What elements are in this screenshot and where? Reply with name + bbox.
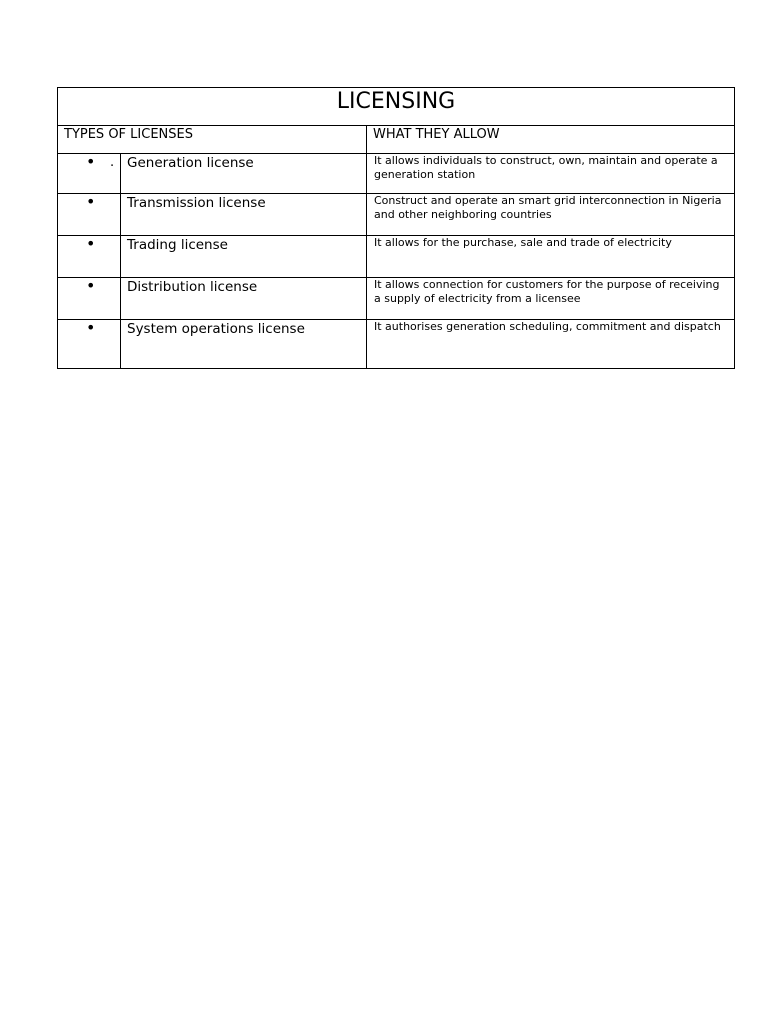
license-allowance: It allows connection for customers for the purpose of receiving a supply of electricity from a licensee	[367, 278, 735, 320]
bullet-cell	[58, 154, 121, 194]
table-row	[58, 278, 735, 320]
bullet-icon: •	[86, 234, 96, 253]
license-allowance: It allows for the purchase, sale and trade of electricity	[367, 236, 735, 278]
title-row	[58, 88, 735, 126]
table-row	[58, 194, 735, 236]
bullet-icon: •	[86, 276, 96, 295]
bullet-icon: •	[86, 152, 96, 171]
license-type: Transmission license	[121, 194, 367, 236]
license-allowance: Construct and operate an smart grid interconnection in Nigeria and other neighboring countries	[367, 194, 735, 236]
header-what-they-allow: WHAT THEY ALLOW	[367, 126, 735, 154]
bullet-icon: •	[86, 318, 96, 337]
table-row	[58, 236, 735, 278]
stray-dot: .	[110, 155, 115, 170]
license-type: Distribution license	[121, 278, 367, 320]
bullet-cell	[58, 278, 121, 320]
bullet-cell	[58, 236, 121, 278]
license-type: Generation license	[121, 154, 367, 194]
bullet-cell	[58, 320, 121, 369]
licensing-table	[57, 87, 735, 369]
license-type: System operations license	[121, 320, 367, 369]
table-row	[58, 320, 735, 369]
license-type: Trading license	[121, 236, 367, 278]
bullet-cell	[58, 194, 121, 236]
license-allowance: It allows individuals to construct, own, maintain and operate a generation station	[367, 154, 735, 194]
table-title: LICENSING	[58, 88, 735, 126]
table-row	[58, 154, 735, 194]
bullet-icon: •	[86, 192, 96, 211]
header-row	[58, 126, 735, 154]
license-allowance: It authorises generation scheduling, commitment and dispatch	[367, 320, 735, 369]
header-types-of-licenses: TYPES OF LICENSES	[58, 126, 367, 154]
